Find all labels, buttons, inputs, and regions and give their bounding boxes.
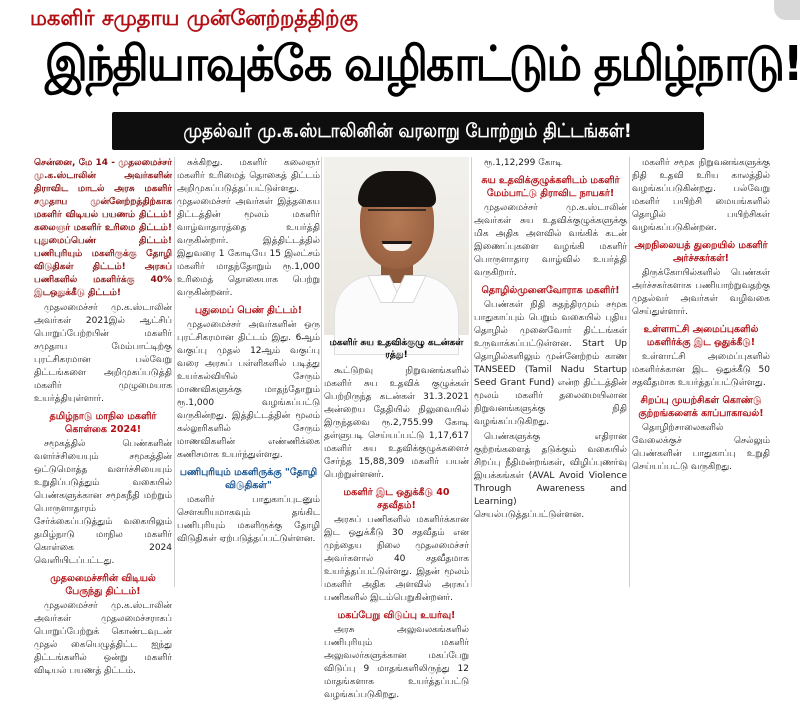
column-4 [474,157,627,587]
column-2 [177,157,320,587]
corner-badge [774,0,800,20]
subheading: தொழில்முனைவோராக மகளிர்! [481,285,620,296]
subheading: அறநிலையத் துறையில் மகளிர் அர்ச்சகர்கள்! [634,240,768,264]
column-5 [632,157,770,587]
subheading: சுய உதவிக்குழுக்களிடம் மகளிர் மேம்பாட்டு திராவிட நாயகர்! [481,175,620,199]
paragraph: கூட்டுறவு நிறுவனங்களில் மகளிர் சுய உதவிக் குழுக்கள் பெற்றிருந்த கடன்கள் 31.3.2021 அன்றைய தேதியில் நிலுவையில் இருந்தவை ரூ.2,755.99 கோடி தள்ளுபடி செய்யப்பட்டு 1,17,617 மகளிர் சுய உதவிக்குழுக்களைச் சேர்ந்த 15,88,309 மகளிர் பயன் பெற்றுள்ளனர். [324,366,469,480]
column-3 [324,157,469,700]
paragraph: சமூகத்தில் பெண்களின் வளர்ச்சியையும் சமூகத்தின் ஒட்டுமொத்த வளர்ச்சியையும் உறுதிப்படுத்தும் வகையில் பெண்களுக்கான சமூகநீதி மற்றும் பொருளாதாரம் சேர்க்கைப்படுத்தும் வகையிலும் தமிழ்நாடு மாநில மகளிர் கொள்கை 2024 வெளியிடப்பட்டது. [34,439,172,566]
paragraph: சுக்கிறது. மகளிர் கலைஞர் மகளிர் உரிமைத் தொகைத் திட்டம் அறிமுகப்படுத்தப்பட்டுள்ளது. முதலமைச்சர் அவர்கள் இத்தகைய திட்டத்தின் மூலம் மகளிர் வாழ்வாதாரத்தை உயர்த்தி வருகின்றார். இத்திட்டத்தில் இதுவரை 1 கோடியே 15 இலட்சம் மகளிர் மாதந்தோறும் ரூ.1,000 உரிமைத் தொகையாக பெற்று வருகின்றனர். [177,158,320,298]
paragraph: தொழிற்சாலைகளில் வேலைக்குச் செல்லும் பெண்களின் பாதுகாப்பு உறுதி செய்யப்பட்டு வருகிறது. [632,423,770,472]
paragraph: முதலமைச்சர் மு.க.ஸ்டாலின் அவர்கள் 2021இல் ஆட்சிப் பொறுப்பேற்றபின் மகளிர் சமுதாய மேம்பாட்டிற்கு புரட்சிகரமான பல்வேறு திட்டங்களை அறிமுகப்படுத்தி மகளிர் முழுமையாக உயர்த்தியுள்ளார். [34,303,172,404]
paragraph: பெண்களுக்கு எதிரான குற்றங்களைத் தடுக்கும் வகையில் சிறப்பு நீதிமன்றங்கள், விழிப்புணர்வு இயக்கங்கள் (AVAL Avoid Violence Through Awareness and Learning) செயல்படுத்தப்பட்டுள்ளன. [474,432,627,520]
subheading: புதுமைப் பெண் திட்டம்! [194,305,303,316]
paragraph: திருக்கோயில்களில் பெண்கள் அர்ச்சகர்களாக பணியாற்றுவதற்கு முதல்வர் அவர்கள் வழிவகை செய்துள்ளார். [632,268,770,317]
column-1 [34,157,172,676]
paragraph: பெண்கள் நிதி சுதந்திரமும் சமூக பாதுகாப்பும் பெறும் வகையில் புதிய தொழில் முனைவோர் திட்டங்கள் உருவாக்கப்பட்டுள்ளன. Start Up தொழில்களிலும் முன்னேற்றம் காண TANSEED (Tamil Nadu Startup Seed Grant Fund) என்ற திட்டத்தின் மூலம் மகளிர் தலைமையிலான நிறுவனங்களுக்கு நிதி வழங்கப்படுகிறது. [474,300,627,427]
paragraph: மகளிர் பாதுகாப்புடனும் சௌகரியமாகவும் தங்கிட பணிபுரியும் மகளிருக்கு தோழி விடுதிகள் ஏற்படுத்தப்பட்டுள்ளன. [177,495,320,544]
paragraph: அரசுப் பணிகளில் மகளிர்க்கான இட ஒதுக்கீடு 30 சதவீதம் என முந்தைய நிலை முதலமைச்சர் அவர்களால் 40 சதவீதமாக உயர்த்தப்பட்டுள்ளது. இதன் மூலம் மகளிர் அதிக அளவில் அரசுப் பணிகளில் இடம்பெறுகின்றனர். [324,515,469,603]
paragraph: முதலமைச்சர் மு.க.ஸ்டாலின் அவர்கள் முதலமைச்சராகப் பொறுப்பேற்றுக் கொண்டவுடன் முதல் கையெழுத்திட்ட ஐந்து திட்டங்களில் ஒன்று மகளிர் விடியல் பயணத் திட்டம். [34,601,172,676]
column-divider [321,157,322,587]
article-columns [0,157,800,700]
photo-caption: மகளிர் சுய உதவிக்குழு கடன்கள் ரத்து! [329,338,464,360]
subheading: முதலமைச்சரின் விடியல் பேருந்து திட்டம்! [50,573,156,597]
column-divider [629,157,630,587]
paragraph: அரசு அலுவலகங்களில் பணிபுரியும் மகளிர் அலுவலர்களுக்கான மகப்பேறு விடுப்பு 9 மாதங்களிலிருந்து 12 மாதங்களாக உயர்த்தப்பட்டு வழங்கப்படுகிறது. [324,625,469,700]
subtitle-banner-text: முதல்வர் மு.க.ஸ்டாலினின் வரலாறு போற்றும் திட்டங்கள்! [183,120,633,142]
subheading: பணிபுரியும் மகளிருக்கு "தோழி விடுதிகள்" [179,467,318,491]
subheading: மகப்பேறு விடுப்பு உயர்வு! [337,610,456,621]
column-divider [174,157,175,587]
paragraph: மகளிர் சமூக நிறுவனங்களுக்கு நிதி உதவி உரிய காலத்தில் வழங்கப்படுகின்றது. பல்வேறு மகளிர் பயிற்சி மையங்களில் தொழில் பயிற்சிகள் வழங்கப்படுகின்றன. [632,158,770,233]
paragraph: முதலமைச்சர் அவர்களின் ஒரு புரட்சிகரமான திட்டம் இது. 6ஆம் வகுப்பு முதல் 12ஆம் வகுப்பு வரை அரசுப் பள்ளிகளில் படித்து உயர்கல்வியில் சேரும் மாணவிகளுக்கு மாதந்தோறும் ரூ.1,000 வழங்கப்பட்டு வருகின்றது. இத்திட்டத்தின் மூலம் கல்லூரிகளில் சேரும் மாணவிகளின் எண்ணிக்கை கணிசமாக உயர்ந்துள்ளது. [177,320,320,460]
subheading: மகளிர் இட ஒதுக்கீடு 40 சதவீதம்! [343,487,450,511]
main-headline: இந்தியாவுக்கே வழிகாட்டும் தமிழ்நாடு! [44,36,801,92]
paragraph: முதலமைச்சர் மு.க.ஸ்டாலின் அவர்கள் சுய உதவிக்குழுக்களுக்கு மிக அதிக அளவில் வங்கிக் கடன் இணைப்புகளை வழங்கி மகளிர் பொருளாதார வாழ்வில் உயர்த்தி வருகிறார். [474,203,627,278]
subtitle-banner [112,112,704,150]
subheading: உள்ளாட்சி அமைப்புகளில் மகளிர்க்கு இட ஒதுக்கீடு! [643,324,759,348]
column-divider [471,157,472,587]
subheading: தமிழ்நாடு மாநில மகளிர் கொள்கை 2024! [49,411,157,435]
subheading: சிறப்பு முயற்சிகள் கொண்டு குற்றங்களைக் காப்பாகாவல்! [638,395,764,419]
paragraph: உள்ளாட்சி அமைப்புகளில் மகளிர்க்கான இட ஒதுக்கீடு 50 சதவீதமாக உயர்த்தப்பட்டுள்ளது. [632,352,770,388]
lead-paragraph: சென்னை, மே 14 - முதலமைச்சர் மு.க.ஸ்டாலின் அவர்களின் திராவிட மாடல் அரசு மகளிர் சமுதாய முன்னேற்றத்திற்காக மகளிர் விடியல் பயணம் திட்டம்! கலைஞர் மகளிர் உரிமை திட்டம்! புதுமைப்பெண் திட்டம்! பணிபுரியும் மகளிருக்கு தோழி விடுதிகள் திட்டம்! அரசுப் பணிகளில் மகளிர்க்கு 40% இடஒதுக்கீடு திட்டம்! [34,158,172,298]
kicker-text: மகளிர் சமுதாய முன்னேற்றத்திற்கு [30,6,359,30]
paragraph: ரூ.1,12,299 கோடி [484,158,563,168]
